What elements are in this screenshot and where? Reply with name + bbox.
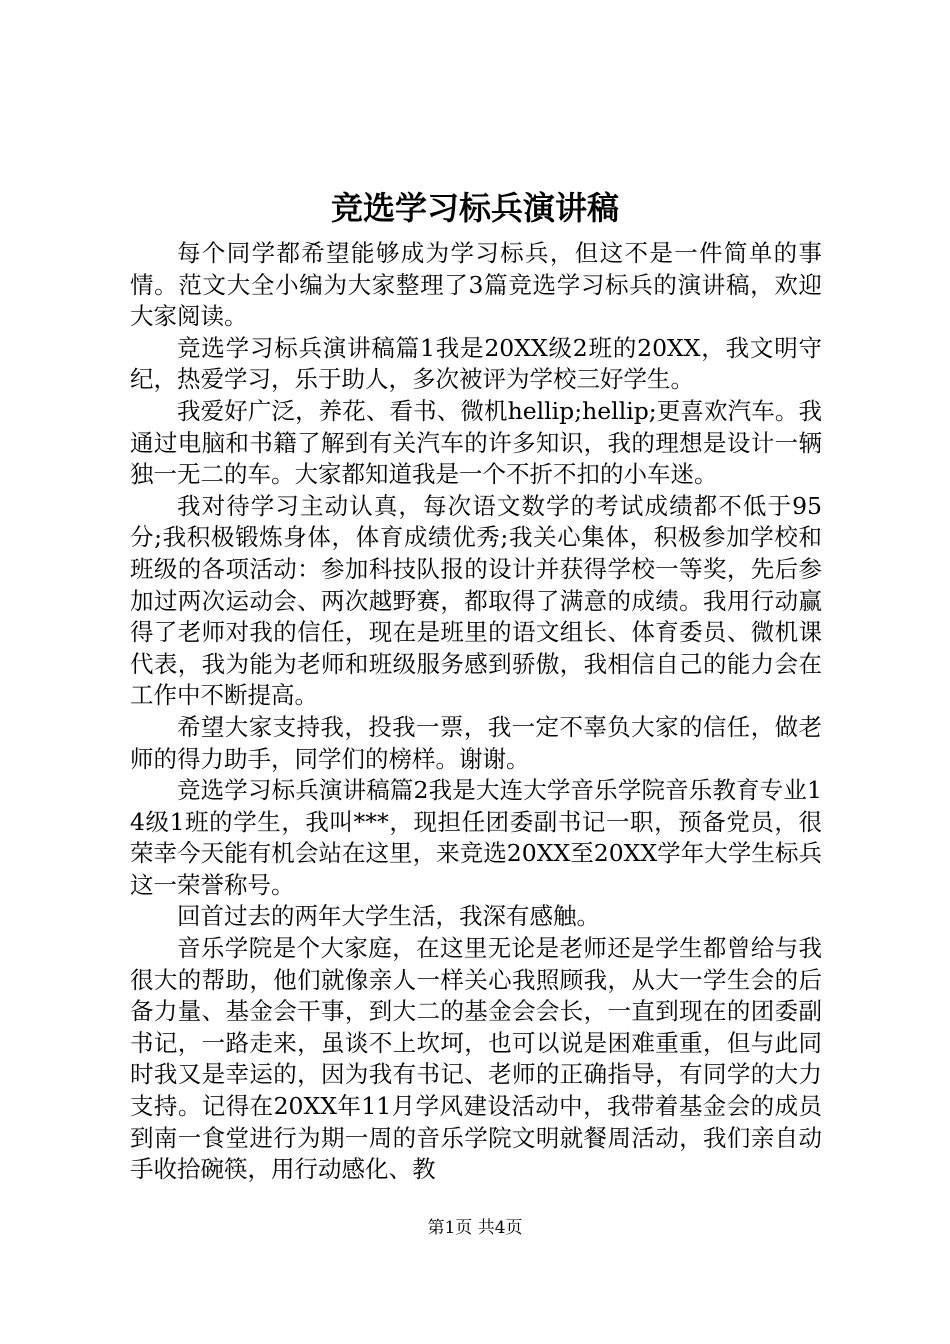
paragraph: 希望大家支持我，投我一票，我一定不辜负大家的信任，做老师的得力助手，同学们的榜样。谢谢。 [130, 712, 822, 773]
paragraph: 回首过去的两年大学生活，我深有感触。 [177, 902, 600, 931]
paragraph: 音乐学院是个大家庭，在这里无论是老师还是学生都曾给与我很大的帮助，他们就像亲人一样关心我照顾我，从大一学生会的后备力量、基金会干事，到大二的基金会会长，一直到现在的团委副书记，一路走来，虽谈不上坎坷，也可以说是困难重重，但与此同时我又是幸运的，因为我有书记、老师的正确指导，有同学的大力支持。记得在20XX年11月学风建设活动中，我带着基金会的成员到南一食堂进行为期一周的音乐学院文明就餐周活动，我们亲自动手收拾碗筷，用行动感化、教 [130, 934, 822, 1184]
paragraph: 我爱好广泛，养花、看书、微机hellip;hellip;更喜欢汽车。我通过电脑和书籍了解到有关汽车的许多知识，我的理想是设计一辆独一无二的车。大家都知道我是一个不折不扣的小车迷。 [130, 396, 822, 489]
page-footer: 第1页 共4页 [427, 1218, 523, 1238]
document-body [130, 238, 822, 1186]
paragraph: 竞选学习标兵演讲稿篇2我是大连大学音乐学院音乐教育专业14级1班的学生，我叫***，现担任团委副书记一职，预备党员，很荣幸今天能有机会站在这里，来竞选20XX至20XX学年大学生标兵这一荣誉称号。 [130, 776, 822, 899]
paragraph: 每个同学都希望能够成为学习标兵，但这不是一件简单的事情。范文大全小编为大家整理了3篇竞选学习标兵的演讲稿，欢迎大家阅读。 [130, 239, 822, 331]
paragraph: 竞选学习标兵演讲稿篇1我是20XX级2班的20XX，我文明守纪，热爱学习，乐于助人，多次被评为学校三好学生。 [130, 333, 822, 394]
document-title: 竞选学习标兵演讲稿 [330, 189, 619, 227]
paragraph: 我对待学习主动认真，每次语文数学的考试成绩都不低于95分;我积极锻炼身体，体育成绩优秀;我关心集体，积极参加学校和班级的各项活动：参加科技队报的设计并获得学校一等奖，先后参加过两次运动会、两次越野赛，都取得了满意的成绩。我用行动赢得了老师对我的信任，现在是班里的语文组长、体育委员、微机课代表，我为能为老师和班级服务感到骄傲，我相信自己的能力会在工作中不断提高。 [130, 491, 822, 710]
